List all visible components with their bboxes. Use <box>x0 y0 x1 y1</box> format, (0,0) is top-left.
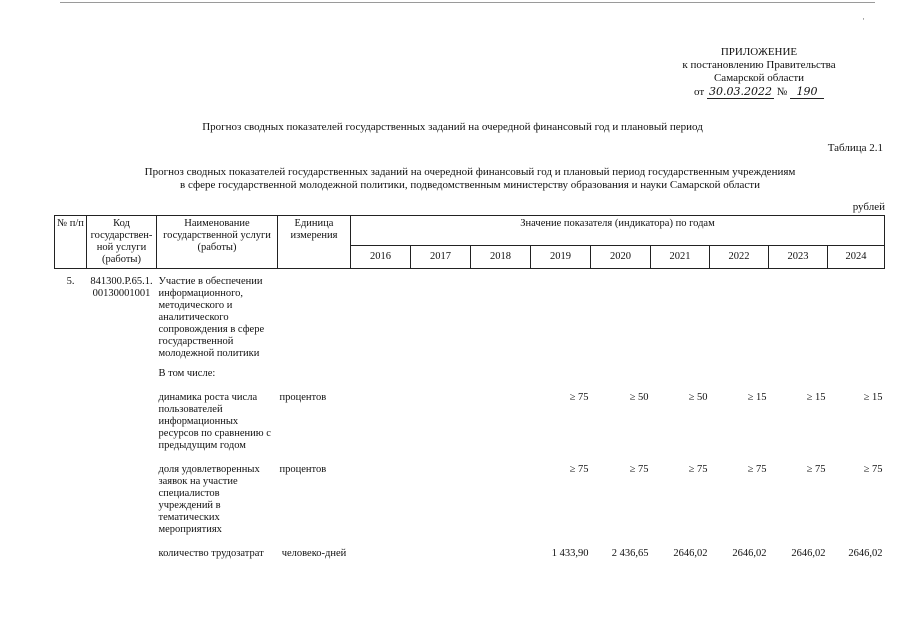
date-prefix: от <box>694 86 705 98</box>
value-cell <box>351 547 411 561</box>
value-cell: 1 433,90 <box>551 548 589 559</box>
appendix-line1: к постановлению Правительства <box>682 59 836 71</box>
value-cell: ≥ 75 <box>863 464 883 475</box>
value-cell: ≥ 15 <box>806 392 826 403</box>
value-cell: ≥ 75 <box>569 464 589 475</box>
table-row <box>55 275 885 361</box>
table-row <box>55 391 885 453</box>
value-cell <box>411 391 471 453</box>
including-label: В том числе: <box>158 368 216 379</box>
handwritten-date: 30.03.2022 <box>708 85 772 98</box>
value-cell: ≥ 50 <box>629 392 649 403</box>
header-year: 2019 <box>531 245 591 268</box>
value-cell: 2646,02 <box>673 548 708 559</box>
indicator-unit: человеко-дней <box>281 548 347 559</box>
table-label: Таблица 2.1 <box>827 142 883 154</box>
appendix-title: ПРИЛОЖЕНИЕ <box>720 46 798 58</box>
value-cell: 2646,02 <box>848 548 883 559</box>
value-cell <box>351 463 411 537</box>
indicator-name: доля удовлетворенных заявок на участие специалистов учреждений в тематических мероприятиях <box>158 464 260 535</box>
header-code: Код государствен-ной услуги (работы) <box>87 216 157 269</box>
header-year: 2018 <box>471 245 531 268</box>
value-cell: 2646,02 <box>791 548 826 559</box>
value-cell: ≥ 75 <box>806 464 826 475</box>
value-cell <box>351 391 411 453</box>
value-cell: 2 436,65 <box>611 548 649 559</box>
value-cell: ≥ 15 <box>747 392 767 403</box>
value-cell <box>471 391 531 453</box>
header-year: 2017 <box>411 245 471 268</box>
table-row <box>55 367 885 381</box>
units-label: рублей <box>852 201 885 213</box>
header-year: 2020 <box>591 245 651 268</box>
value-cell <box>471 547 531 561</box>
table-title <box>40 166 900 192</box>
indicator-name: количество трудозатрат <box>158 548 264 559</box>
table-row <box>55 463 885 537</box>
handwritten-number: 190 <box>790 85 824 99</box>
row-service-name: Участие в обеспечении информационного, методического и аналитического сопровождения в сфере государственной молодежной политики <box>158 276 265 359</box>
value-cell: ≥ 75 <box>747 464 767 475</box>
forecast-table <box>54 215 885 561</box>
value-cell: ≥ 75 <box>688 464 708 475</box>
document-title: Прогноз сводных показателей государственных заданий на очередной финансовый год и плановый период <box>202 121 703 133</box>
header-num: № п/п <box>55 216 87 269</box>
row-code: 841300.Р.65.1. 00130001001 <box>90 276 153 299</box>
appendix-date-line <box>649 85 869 99</box>
row-num: 5. <box>66 276 75 287</box>
header-year: 2021 <box>651 245 710 268</box>
value-cell: ≥ 75 <box>629 464 649 475</box>
indicator-name: динамика роста числа пользователей информационных ресурсов по сравнению с предыдущим годом <box>158 392 271 451</box>
value-cell: 2646,02 <box>732 548 767 559</box>
header-row <box>55 216 885 246</box>
value-cell: ≥ 75 <box>569 392 589 403</box>
scan-speck: · <box>862 14 865 24</box>
table-title-line1: Прогноз сводных показателей государственных заданий на очередной финансовый год и плановый период государственным учреждениям <box>144 166 796 178</box>
header-name: Наименование государственной услуги (работы) <box>157 216 278 269</box>
indicator-unit: процентов <box>279 464 327 475</box>
value-cell: ≥ 15 <box>863 392 883 403</box>
header-year: 2024 <box>828 245 885 268</box>
header-year: 2023 <box>769 245 828 268</box>
header-year: 2022 <box>710 245 769 268</box>
header-unit: Единица измерения <box>278 216 351 269</box>
indicator-unit: процентов <box>279 392 327 403</box>
header-year: 2016 <box>351 245 411 268</box>
value-cell <box>411 463 471 537</box>
table-title-line2: в сфере государственной молодежной политики, подведомственным министерству образования и науки Самарской области <box>180 179 760 191</box>
appendix-block <box>649 46 869 99</box>
header-values: Значение показателя (индикатора) по годам <box>351 216 885 246</box>
value-cell <box>471 463 531 537</box>
number-prefix: № <box>776 86 788 98</box>
value-cell <box>411 547 471 561</box>
appendix-line2: Самарской области <box>713 72 805 84</box>
value-cell: ≥ 50 <box>688 392 708 403</box>
scan-top-edge <box>60 2 875 3</box>
table-row <box>55 547 885 561</box>
